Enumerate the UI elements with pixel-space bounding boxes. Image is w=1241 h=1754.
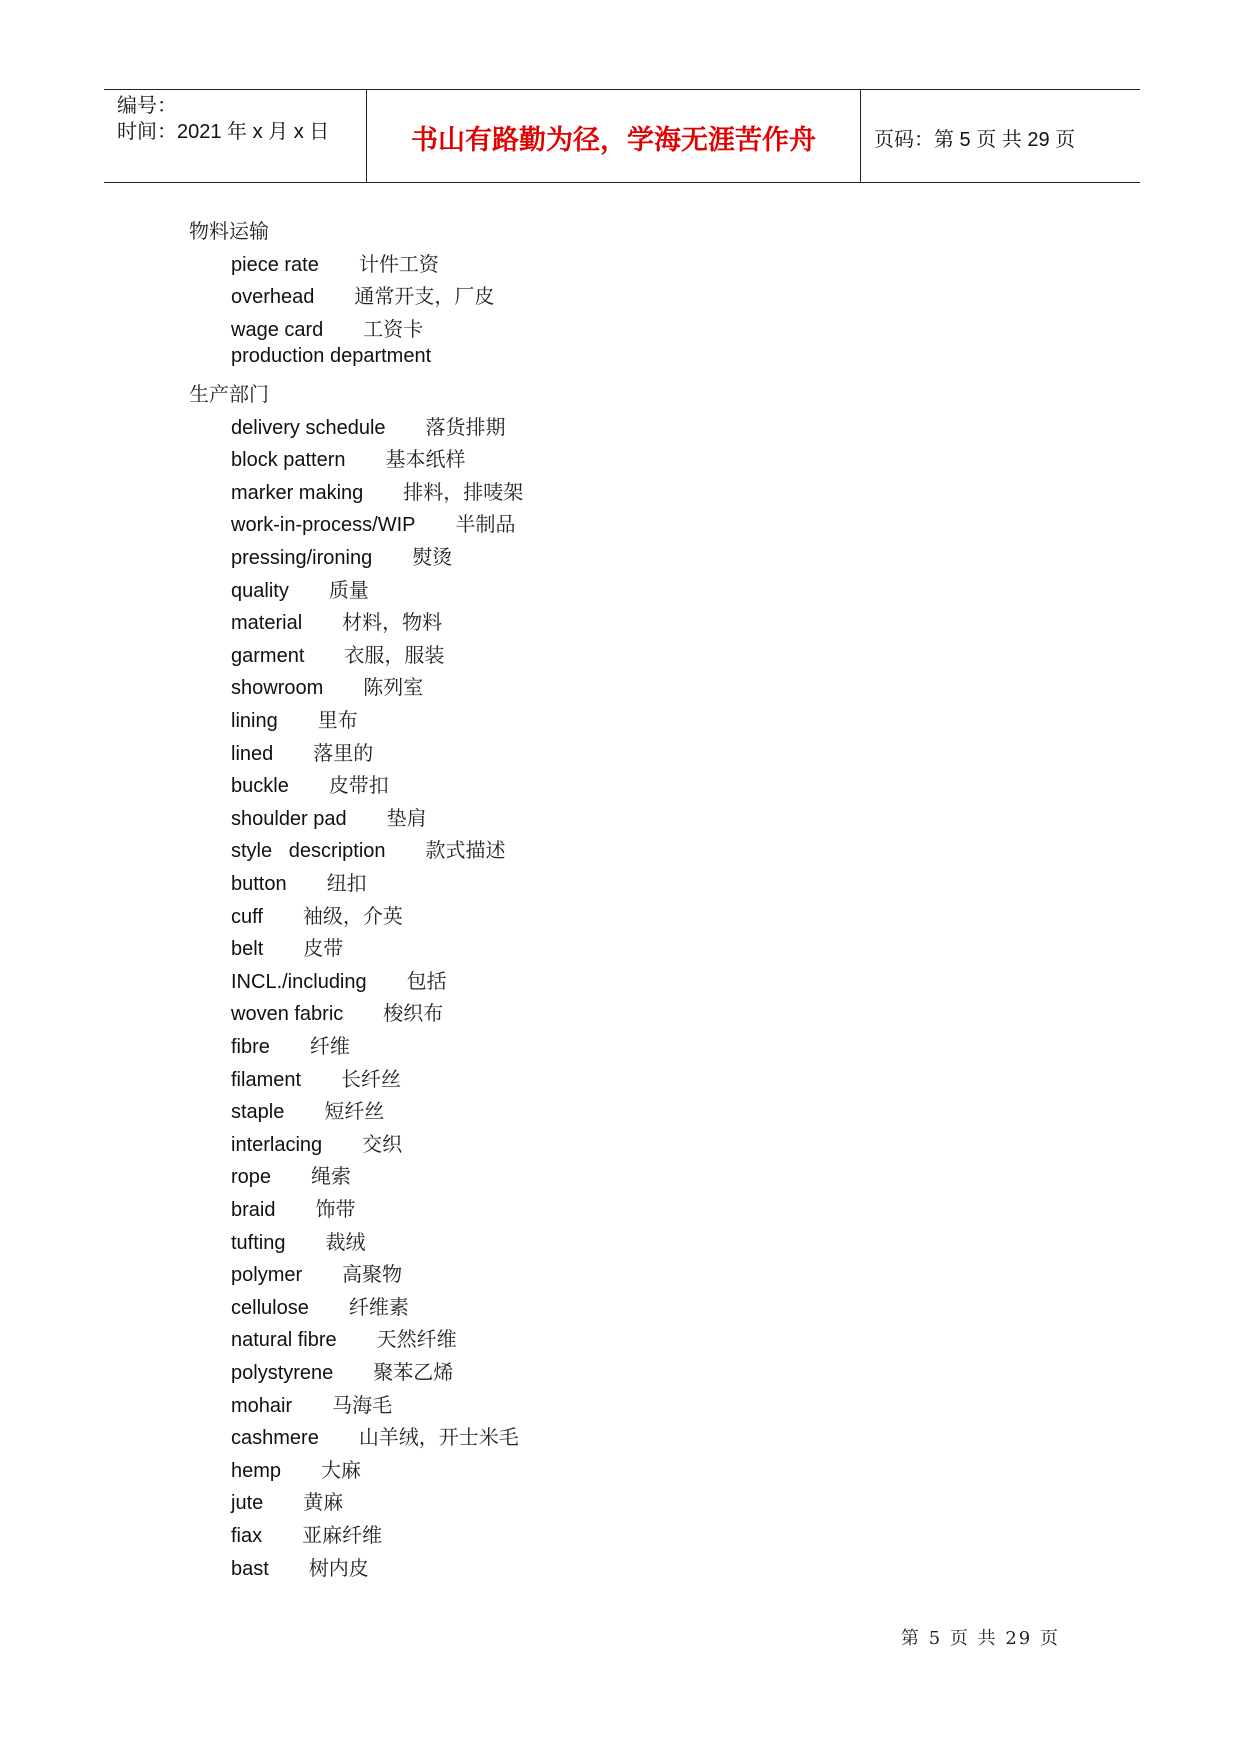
term-chinese: 聚苯乙烯 bbox=[373, 1360, 454, 1384]
term-chinese: 黄麻 bbox=[303, 1490, 344, 1515]
term-english: lining bbox=[231, 710, 278, 732]
glossary-entry bbox=[231, 737, 373, 766]
glossary-entry bbox=[231, 1193, 355, 1222]
term-english: belt bbox=[231, 938, 264, 961]
glossary-entry bbox=[231, 1128, 402, 1157]
term-chinese: 工资卡 bbox=[363, 316, 424, 341]
glossary-entry bbox=[231, 574, 369, 603]
glossary-entry bbox=[231, 769, 389, 798]
term-english: pressing/ironing bbox=[231, 547, 373, 569]
glossary-entry bbox=[231, 1063, 401, 1092]
glossary-entry bbox=[231, 1258, 402, 1287]
glossary-entry bbox=[231, 280, 494, 309]
term-english: lined bbox=[231, 742, 274, 765]
term-english: overhead bbox=[231, 286, 315, 309]
term-english: woven fabric bbox=[231, 1003, 344, 1026]
term-chinese: 里布 bbox=[317, 708, 358, 732]
term-english: tufting bbox=[231, 1231, 286, 1254]
glossary-entry bbox=[231, 900, 403, 929]
term-english: interlacing bbox=[231, 1133, 323, 1156]
term-english: jute bbox=[231, 1492, 264, 1515]
glossary-entry bbox=[231, 313, 423, 342]
term-english: wage card bbox=[231, 318, 324, 341]
term-english: braid bbox=[231, 1199, 276, 1221]
term-chinese: 基本纸样 bbox=[385, 447, 466, 472]
term-english: fiax bbox=[231, 1525, 263, 1547]
term-english: staple bbox=[231, 1101, 285, 1124]
glossary-entry bbox=[231, 1421, 519, 1450]
term-chinese: 纽扣 bbox=[326, 871, 367, 895]
term-english: block pattern bbox=[231, 449, 346, 472]
term-chinese: 垫肩 bbox=[386, 805, 427, 830]
term-chinese: 材料，物料 bbox=[342, 610, 443, 635]
term-chinese: 裁绒 bbox=[325, 1229, 366, 1254]
term-chinese: 梭织布 bbox=[383, 1001, 444, 1026]
term-chinese: 饰带 bbox=[315, 1197, 356, 1221]
glossary-entry bbox=[231, 508, 515, 537]
term-english: showroom bbox=[231, 677, 324, 700]
header-page-label: 页码：第 5 页 共 29 页 bbox=[874, 129, 1076, 151]
term-chinese: 山羊绒，开士米毛 bbox=[358, 1425, 519, 1450]
term-english: filament bbox=[231, 1068, 302, 1091]
term-english: delivery schedule bbox=[231, 416, 386, 439]
term-chinese: 绳索 bbox=[311, 1164, 352, 1189]
term-english: shoulder pad bbox=[231, 807, 347, 830]
glossary-entry bbox=[231, 704, 358, 733]
term-chinese: 长纤丝 bbox=[341, 1066, 402, 1091]
glossary-entry bbox=[231, 1030, 350, 1059]
glossary-entry bbox=[231, 248, 439, 277]
term-chinese: 计件工资 bbox=[358, 251, 439, 276]
time-label: 时间：2021 年 x 月 x 日 bbox=[117, 121, 330, 143]
glossary-entry bbox=[231, 932, 343, 961]
term-chinese: 通常开支，厂皮 bbox=[354, 284, 495, 309]
term-chinese: 衣服，服装 bbox=[344, 642, 445, 667]
glossary-entry bbox=[231, 1389, 392, 1418]
term-chinese: 高聚物 bbox=[342, 1262, 403, 1287]
term-english: marker making bbox=[231, 481, 364, 504]
term-chinese: 半制品 bbox=[455, 512, 516, 537]
glossary-entry bbox=[231, 541, 452, 570]
glossary-entry bbox=[231, 1519, 382, 1548]
term-chinese: 大麻 bbox=[321, 1457, 362, 1482]
term-english: quality bbox=[231, 579, 289, 602]
glossary-entry bbox=[231, 1552, 369, 1581]
term-chinese: 交织 bbox=[362, 1131, 403, 1156]
term-english: hemp bbox=[231, 1459, 282, 1482]
serial-label: 编号： bbox=[117, 95, 177, 117]
term-chinese: 质量 bbox=[328, 577, 369, 602]
term-english: INCL./including bbox=[231, 970, 367, 993]
term-chinese: 陈列室 bbox=[363, 675, 424, 700]
term-chinese: 落货排期 bbox=[425, 414, 506, 439]
term-english: polystyrene bbox=[231, 1362, 334, 1384]
glossary-entry bbox=[231, 802, 427, 831]
term-chinese: 天然纤维 bbox=[376, 1327, 457, 1352]
glossary-entry bbox=[231, 1454, 361, 1483]
term-chinese: 皮带扣 bbox=[328, 773, 389, 798]
term-english: bast bbox=[231, 1557, 269, 1580]
term-english: style description bbox=[231, 840, 386, 863]
term-english: material bbox=[231, 612, 303, 635]
term-chinese: 短纤丝 bbox=[324, 1099, 385, 1124]
glossary-entry bbox=[231, 1356, 453, 1385]
motto-text: 书山有路勤为径，学海无涯苦作舟 bbox=[411, 125, 816, 156]
glossary-entry bbox=[231, 411, 506, 440]
term-chinese: 皮带 bbox=[303, 936, 344, 961]
glossary-entry bbox=[231, 606, 442, 635]
glossary-entry bbox=[231, 965, 447, 994]
glossary-entry bbox=[231, 1291, 409, 1320]
term-chinese: 纤维 bbox=[309, 1034, 350, 1058]
term-chinese: 落里的 bbox=[313, 740, 374, 765]
term-chinese: 熨烫 bbox=[412, 545, 453, 569]
term-english: production department bbox=[231, 345, 432, 368]
glossary-entry bbox=[231, 1486, 343, 1515]
term-chinese: 排料，排唛架 bbox=[403, 479, 524, 504]
glossary-entry bbox=[231, 1160, 351, 1189]
section-title: 物料运输 bbox=[189, 219, 269, 243]
glossary-entry bbox=[231, 671, 423, 700]
term-english: rope bbox=[231, 1166, 272, 1189]
term-english: piece rate bbox=[231, 253, 319, 276]
term-chinese: 款式描述 bbox=[425, 838, 506, 863]
term-chinese: 马海毛 bbox=[332, 1392, 393, 1417]
section-title: 生产部门 bbox=[189, 382, 269, 406]
term-chinese: 树内皮 bbox=[308, 1555, 369, 1580]
glossary-entry bbox=[231, 639, 444, 668]
glossary-entry bbox=[231, 997, 443, 1026]
glossary-entry bbox=[231, 1323, 457, 1352]
glossary-entry bbox=[231, 443, 466, 472]
term-english: button bbox=[231, 873, 287, 895]
glossary-entry bbox=[231, 1095, 384, 1124]
term-english: polymer bbox=[231, 1264, 303, 1287]
term-english: garment bbox=[231, 644, 305, 667]
term-english: cellulose bbox=[231, 1296, 309, 1319]
term-chinese: 包括 bbox=[406, 968, 447, 993]
term-english: mohair bbox=[231, 1394, 293, 1417]
glossary-entry bbox=[231, 1226, 365, 1255]
term-english: buckle bbox=[231, 775, 289, 798]
glossary-entry bbox=[231, 476, 523, 505]
term-chinese: 亚麻纤维 bbox=[302, 1523, 383, 1547]
term-english: cuff bbox=[231, 905, 263, 928]
term-english: fibre bbox=[231, 1036, 270, 1058]
term-english: cashmere bbox=[231, 1427, 319, 1450]
glossary-entry bbox=[231, 867, 367, 896]
glossary-entry bbox=[231, 834, 506, 863]
term-english: work-in-process/WIP bbox=[231, 514, 416, 537]
glossary-entry bbox=[231, 345, 431, 368]
page-footer: 第 5 页 共 29 页 bbox=[901, 1628, 1060, 1649]
term-chinese: 袖级，介英 bbox=[302, 903, 403, 928]
term-english: natural fibre bbox=[231, 1329, 337, 1352]
term-chinese: 纤维素 bbox=[348, 1294, 409, 1319]
